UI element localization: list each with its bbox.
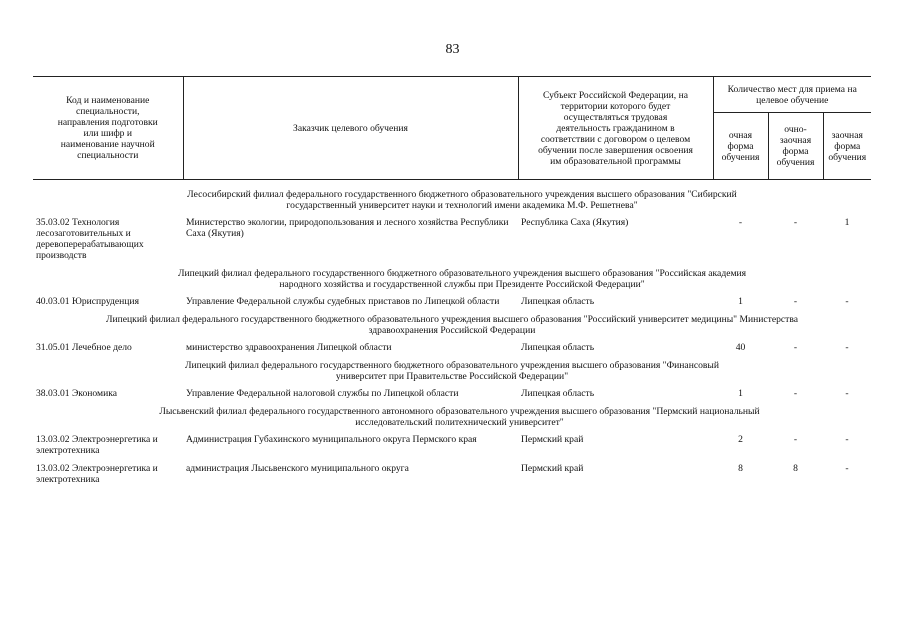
full-time-cell: 40 bbox=[735, 342, 746, 353]
part-time-cell: - bbox=[793, 342, 798, 353]
customer-cell: Министерство экологии, природопользования и лесного хозяйства Республики Саха (Якутия) bbox=[186, 217, 509, 239]
header-places: Количество мест для приема на целевое обучение bbox=[713, 77, 871, 113]
full-time-cell: 1 bbox=[738, 296, 743, 307]
header-specialty: Код и наименование специальности, направления подготовки или шифр и наименование научной специальности bbox=[33, 77, 183, 180]
full-time-cell: 2 bbox=[738, 434, 743, 445]
specialty-cell: 13.03.02 Электроэнергетика и электротехника bbox=[36, 434, 158, 456]
org-heading: Лесосибирский филиал федерального государственного бюджетного образовательного учреждения высшего образования "Сибирский государственный университет науки и технологий имени академика М.Ф. Решетнева" bbox=[187, 189, 737, 211]
admission-table bbox=[33, 76, 871, 489]
customer-cell: администрация Лысьвенского муниципального округа bbox=[186, 463, 409, 474]
specialty-cell: 40.03.01 Юриспруденция bbox=[36, 296, 139, 307]
region-cell: Липецкая область bbox=[521, 388, 595, 399]
extramural-cell: - bbox=[845, 296, 849, 307]
org-heading: Лысьвенский филиал федерального государственного автономного образовательного учреждения высшего образования "Пермский национальный исследовательский политехнический университет" bbox=[159, 406, 760, 428]
org-heading: Липецкий филиал федерального государственного бюджетного образовательного учреждения высшего образования "Российский университет медицины" Министерства здравоохранения Российской Федерации bbox=[105, 314, 799, 336]
customer-cell: Управление Федеральной службы судебных приставов по Липецкой области bbox=[186, 296, 500, 307]
full-time-cell: - bbox=[738, 217, 743, 228]
extramural-cell: - bbox=[845, 388, 849, 399]
full-time-cell: 8 bbox=[738, 463, 743, 474]
region-cell: Пермский край bbox=[521, 463, 584, 474]
customer-cell: Администрация Губахинского муниципального округа Пермского края bbox=[186, 434, 477, 445]
customer-cell: министерство здравоохранения Липецкой области bbox=[186, 342, 392, 353]
table-row bbox=[33, 460, 871, 489]
region-cell: Республика Саха (Якутия) bbox=[521, 217, 629, 228]
header-customer: Заказчик целевого обучения bbox=[183, 77, 518, 180]
part-time-cell: - bbox=[793, 434, 798, 445]
specialty-cell: 31.05.01 Лечебное дело bbox=[36, 342, 132, 353]
header-extramural: заочная форма обучения bbox=[823, 113, 871, 180]
extramural-cell: - bbox=[845, 463, 849, 474]
header-part-time: очно-заочная форма обучения bbox=[768, 113, 823, 180]
table-row bbox=[33, 385, 871, 403]
customer-cell: Управление Федеральной налоговой службы по Липецкой области bbox=[186, 388, 459, 399]
header-full-time: очная форма обучения bbox=[713, 113, 768, 180]
table-row bbox=[33, 214, 871, 265]
part-time-cell: 8 bbox=[793, 463, 798, 474]
extramural-cell: - bbox=[845, 434, 849, 445]
page-number: 83 bbox=[445, 42, 460, 57]
table-row bbox=[33, 293, 871, 311]
table-row bbox=[33, 339, 871, 357]
specialty-cell: 13.03.02 Электроэнергетика и электротехника bbox=[36, 463, 158, 485]
part-time-cell: - bbox=[793, 217, 798, 228]
region-cell: Пермский край bbox=[521, 434, 584, 445]
region-cell: Липецкая область bbox=[521, 342, 595, 353]
part-time-cell: - bbox=[793, 296, 798, 307]
extramural-cell: - bbox=[845, 342, 849, 353]
full-time-cell: 1 bbox=[738, 388, 743, 399]
org-heading: Липецкий филиал федерального государственного бюджетного образовательного учреждения высшего образования "Российская академия народного хозяйства и государственной службы при Президенте Российской Федерации" bbox=[177, 268, 747, 290]
org-heading: Липецкий филиал федерального государственного бюджетного образовательного учреждения высшего образования "Финансовый университет при Правительстве Российской Федерации" bbox=[185, 360, 719, 382]
table-row bbox=[33, 431, 871, 460]
header-region: Субъект Российской Федерации, на территории которого будет осуществляться трудовая деятельность гражданином в соответствии с договором о целевом обучении после завершения освоения им образовательной программы bbox=[518, 77, 713, 180]
region-cell: Липецкая область bbox=[521, 296, 595, 307]
extramural-cell: 1 bbox=[844, 217, 850, 228]
part-time-cell: - bbox=[793, 388, 798, 399]
specialty-cell: 35.03.02 Технология лесозаготовительных и деревоперерабатывающих производств bbox=[36, 217, 144, 261]
specialty-cell: 38.03.01 Экономика bbox=[36, 388, 118, 399]
